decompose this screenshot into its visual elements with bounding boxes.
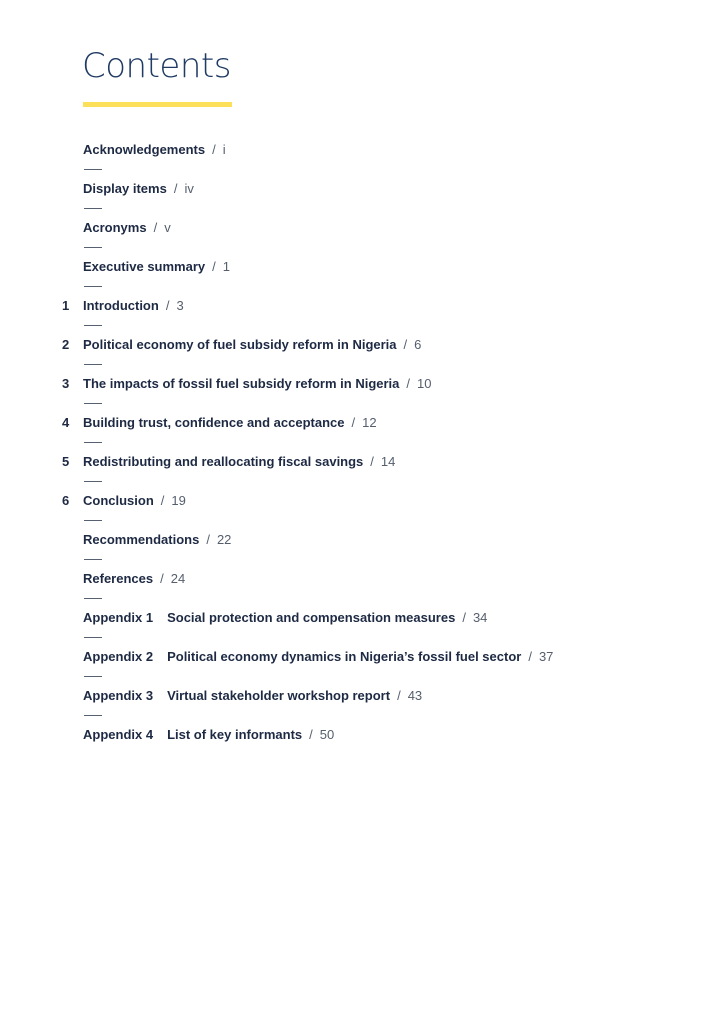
toc-entry-title: Recommendations — [83, 532, 200, 547]
toc-entry-title: Acronyms — [83, 220, 147, 235]
page-title: Contents — [82, 46, 231, 86]
toc-entry[interactable] — [0, 569, 700, 589]
toc-separator: / — [370, 454, 374, 469]
toc-entry-title: Political economy of fuel subsidy reform in Nigeria — [83, 337, 397, 352]
toc-entry-title: Executive summary — [83, 259, 206, 274]
toc-entry-text — [83, 452, 395, 472]
toc-entry-text — [83, 257, 230, 277]
toc-entry-text — [83, 647, 553, 667]
toc-divider — [84, 520, 102, 521]
toc-separator: / — [206, 532, 210, 547]
toc-entry-title: Introduction — [83, 298, 159, 313]
toc-chapter-number: 4 — [62, 415, 70, 430]
toc-divider — [84, 637, 102, 638]
toc-page-number: 37 — [538, 649, 554, 664]
toc-appendix-prefix: Appendix 2 — [83, 649, 154, 664]
toc-page-number: 22 — [216, 532, 232, 547]
toc-entry[interactable] — [0, 530, 700, 550]
toc-entry-text — [83, 530, 231, 550]
toc-divider — [84, 715, 102, 716]
toc-separator: / — [403, 337, 408, 352]
toc-entry-text — [83, 413, 377, 433]
toc-entry-title: Political economy dynamics in Nigeria’s fossil fuel sector — [167, 649, 522, 664]
toc-page-number: 3 — [176, 298, 184, 313]
title-underline — [83, 102, 232, 107]
toc-entry[interactable] — [0, 725, 700, 745]
toc-separator: / — [397, 688, 401, 703]
toc-entry[interactable] — [0, 374, 700, 394]
toc-entry-title: Display items — [83, 181, 167, 196]
toc-separator: / — [351, 415, 356, 430]
toc-entry[interactable] — [0, 296, 700, 316]
toc-entry-text — [83, 608, 487, 628]
toc-chapter-number: 6 — [62, 493, 70, 508]
toc-divider — [84, 325, 102, 326]
toc-chapter-number: 5 — [62, 454, 70, 469]
toc-entry-text — [83, 374, 432, 394]
toc-page-number: 50 — [319, 727, 335, 742]
toc-page-number: i — [222, 142, 226, 157]
toc-separator: / — [309, 727, 313, 742]
toc-separator: / — [212, 259, 216, 274]
toc-entry-text — [83, 491, 186, 511]
toc-page-number: iv — [184, 181, 194, 196]
toc-divider — [84, 559, 102, 560]
toc-entry-title: References — [83, 571, 154, 586]
toc-entry-title: Conclusion — [83, 493, 154, 508]
toc-entry[interactable] — [0, 335, 700, 355]
toc-entry[interactable] — [0, 257, 700, 277]
toc-separator: / — [462, 610, 466, 625]
toc-page-number: v — [164, 220, 171, 235]
toc-entry[interactable] — [0, 179, 700, 199]
toc-separator: / — [528, 649, 532, 664]
toc-page-number: 34 — [472, 610, 488, 625]
toc-entry[interactable] — [0, 218, 700, 238]
toc-page-number: 1 — [222, 259, 230, 274]
toc-separator: / — [212, 142, 216, 157]
toc-page-number: 12 — [362, 415, 377, 430]
toc-separator: / — [153, 220, 158, 235]
toc-page-number: 43 — [407, 688, 423, 703]
toc-divider — [84, 481, 102, 482]
toc-entry-title: The impacts of fossil fuel subsidy reform in Nigeria — [83, 376, 400, 391]
toc-page-number: 14 — [380, 454, 396, 469]
toc-entry-text — [83, 179, 194, 199]
toc-page-number: 24 — [170, 571, 186, 586]
toc-entry-text — [83, 140, 226, 160]
toc-entry-title: Social protection and compensation measures — [167, 610, 456, 625]
toc-divider — [84, 286, 102, 287]
toc-entry[interactable] — [0, 413, 700, 433]
toc-entry[interactable] — [0, 491, 700, 511]
toc-separator: / — [406, 376, 411, 391]
toc-entry[interactable] — [0, 608, 700, 628]
toc-entry[interactable] — [0, 452, 700, 472]
toc-divider — [84, 247, 102, 248]
toc-divider — [84, 598, 102, 599]
toc-chapter-number: 1 — [62, 298, 70, 313]
toc-entry-text — [83, 569, 185, 589]
toc-page-number: 19 — [171, 493, 186, 508]
toc-appendix-prefix: Appendix 4 — [83, 727, 154, 742]
toc-entry[interactable] — [0, 140, 700, 160]
toc-chapter-number: 2 — [62, 337, 70, 352]
toc-page-number: 10 — [417, 376, 432, 391]
toc-entry-title: Redistributing and reallocating fiscal savings — [83, 454, 364, 469]
toc-entry-title: List of key informants — [167, 727, 303, 742]
toc-divider — [84, 403, 102, 404]
toc-separator: / — [173, 181, 178, 196]
toc-divider — [84, 442, 102, 443]
toc-separator: / — [160, 493, 165, 508]
toc-separator: / — [160, 571, 164, 586]
toc-entry-text — [83, 686, 422, 706]
toc-chapter-number: 3 — [62, 376, 70, 391]
toc-entry-text — [83, 218, 171, 238]
toc-entry[interactable] — [0, 647, 700, 667]
toc-divider — [84, 676, 102, 677]
toc-page-number: 6 — [414, 337, 422, 352]
toc-entry-title: Virtual stakeholder workshop report — [167, 688, 391, 703]
toc-entry-text — [83, 335, 421, 355]
toc-appendix-prefix: Appendix 1 — [83, 610, 154, 625]
toc-divider — [84, 169, 102, 170]
toc-appendix-prefix: Appendix 3 — [83, 688, 154, 703]
toc-entry[interactable] — [0, 686, 700, 706]
toc-divider — [84, 208, 102, 209]
toc-entry-text — [83, 725, 334, 745]
toc-entry-title: Building trust, confidence and acceptance — [83, 415, 345, 430]
toc-entry-text — [83, 296, 184, 316]
toc-divider — [84, 364, 102, 365]
toc-separator: / — [165, 298, 170, 313]
toc-entry-title: Acknowledgements — [83, 142, 206, 157]
